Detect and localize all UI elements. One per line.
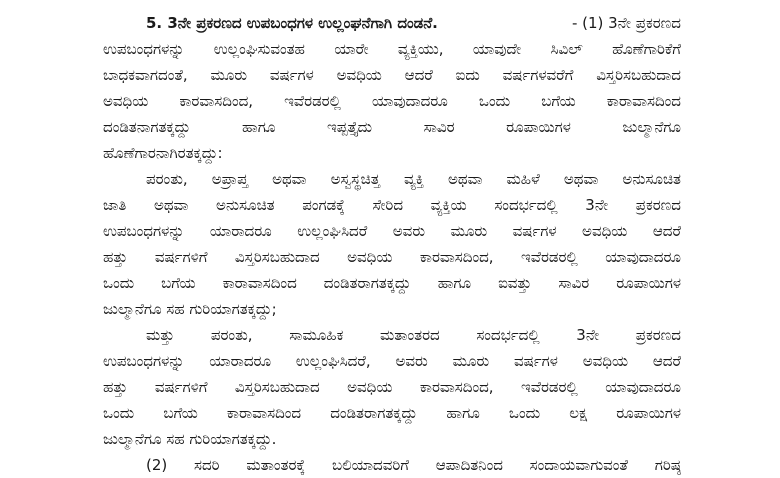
text-line-10: ಹತ್ತು ವರ್ಷಗಳಿಗೆ ವಿಸ್ತರಿಸಬಹುದಾದ ಅವಧಿಯ ಕಾರವಾಸದಿಂದ, ಇವೆರಡರಲ್ಲಿ ಯಾವುದಾದರೂ — [103, 248, 681, 266]
text-line-14: ಉಪಬಂಧಗಳನ್ನು ಯಾರಾದರೂ ಉಲ್ಲಂಘಿಸಿದರೆ, ಅವರು ಮೂರು ವರ್ಷಗಳ ಅವಧಿಯ ಆದರೆ — [103, 352, 681, 370]
subsection-2-line: (2) ಸದರಿ ಮತಾಂತರಕ್ಕೆ ಬಲಿಯಾದವರಿಗೆ ಆಪಾದಿತನಿಂದ ಸಂದಾಯವಾಗುವಂತೆ ಗರಿಷ್ಠ — [146, 456, 681, 474]
text-line-15: ಹತ್ತು ವರ್ಷಗಳಿಗೆ ವಿಸ್ತರಿಸಬಹುದಾದ ಅವಧಿಯ ಕಾರವಾಸದಿಂದ, ಇವೆರಡರಲ್ಲಿ ಯಾವುದಾದರೂ — [103, 378, 681, 396]
text-line-9: ಉಪಬಂಧಗಳನ್ನು ಯಾರಾದರೂ ಉಲ್ಲಂಘಿಸಿದರೆ ಅವರು ಮೂರು ವರ್ಷಗಳ ಅವಧಿಯ ಆದರೆ — [103, 222, 681, 240]
text-line-1: - (1) 3ನೇ ಪ್ರಕರಣದ — [571, 14, 681, 32]
text-line-6: ಹೊಣೆಗಾರನಾಗಿರತಕ್ಕದ್ದು: — [103, 144, 223, 162]
section-heading-line — [146, 10, 681, 36]
text-line-5: ದಂಡಿತನಾಗತಕ್ಕದ್ದು ಹಾಗೂ ಇಪ್ಪತ್ತೈದು ಸಾವಿರ ರೂಪಾಯಿಗಳ ಜುಲ್ಮಾನೆಗೂ — [103, 118, 681, 136]
text-line-3: ಬಾಧಕವಾಗದಂತೆ, ಮೂರು ವರ್ಷಗಳ ಅವಧಿಯ ಆದರೆ ಐದು ವರ್ಷಗಳವರೆಗೆ ವಿಸ್ತರಿಸಬಹುದಾದ — [103, 66, 681, 84]
proviso-line-1: ಪರಂತು, ಅಪ್ರಾಪ್ತ ಅಥವಾ ಅಸ್ವಸ್ಥಚಿತ್ತ ವ್ಯಕ್ತಿ ಅಥವಾ ಮಹಿಳೆ ಅಥವಾ ಅನುಸೂಚಿತ — [146, 170, 681, 188]
text-line-8: ಜಾತಿ ಅಥವಾ ಅನುಸೂಚಿತ ಪಂಗಡಕ್ಕೆ ಸೇರಿದ ವ್ಯಕ್ತಿಯ ಸಂದರ್ಭದಲ್ಲಿ 3ನೇ ಪ್ರಕರಣದ — [103, 196, 681, 214]
proviso-line-2: ಮತ್ತು ಪರಂತು, ಸಾಮೂಹಿಕ ಮತಾಂತರದ ಸಂದರ್ಭದಲ್ಲಿ 3ನೇ ಪ್ರಕರಣದ — [146, 326, 681, 344]
text-line-4: ಅವಧಿಯ ಕಾರವಾಸದಿಂದ, ಇವೆರಡರಲ್ಲಿ ಯಾವುದಾದರೂ ಒಂದು ಬಗೆಯ ಕಾರಾವಾಸದಿಂದ — [103, 92, 681, 110]
text-line-16: ಒಂದು ಬಗೆಯ ಕಾರಾವಾಸದಿಂದ ದಂಡಿತರಾಗತಕ್ಕದ್ದು ಹಾಗೂ ಒಂದು ಲಕ್ಷ ರೂಪಾಯಿಗಳ — [103, 404, 681, 422]
text-line-12: ಜುಲ್ಮಾನೆಗೂ ಸಹ ಗುರಿಯಾಗತಕ್ಕದ್ದು; — [103, 300, 277, 318]
text-line-2: ಉಪಬಂಧಗಳನ್ನು ಉಲ್ಲಂಘಿಸುವಂತಹ ಯಾರೇ ವ್ಯಕ್ತಿಯು, ಯಾವುದೇ ಸಿವಿಲ್ ಹೊಣೆಗಾರಿಕೆಗೆ — [103, 40, 681, 58]
text-line-17: ಜುಲ್ಮಾನೆಗೂ ಸಹ ಗುರಿಯಾಗತಕ್ಕದ್ದು. — [103, 430, 277, 448]
section-heading: 5. 3ನೇ ಪ್ರಕರಣದ ಉಪಬಂಧಗಳ ಉಲ್ಲಂಘನೆಗಾಗಿ ದಂಡನೆ. — [146, 14, 438, 32]
text-line-11: ಒಂದು ಬಗೆಯ ಕಾರಾವಾಸದಿಂದ ದಂಡಿತರಾಗತಕ್ಕದ್ದು ಹಾಗೂ ಐವತ್ತು ಸಾವಿರ ರೂಪಾಯಿಗಳ — [103, 274, 681, 292]
